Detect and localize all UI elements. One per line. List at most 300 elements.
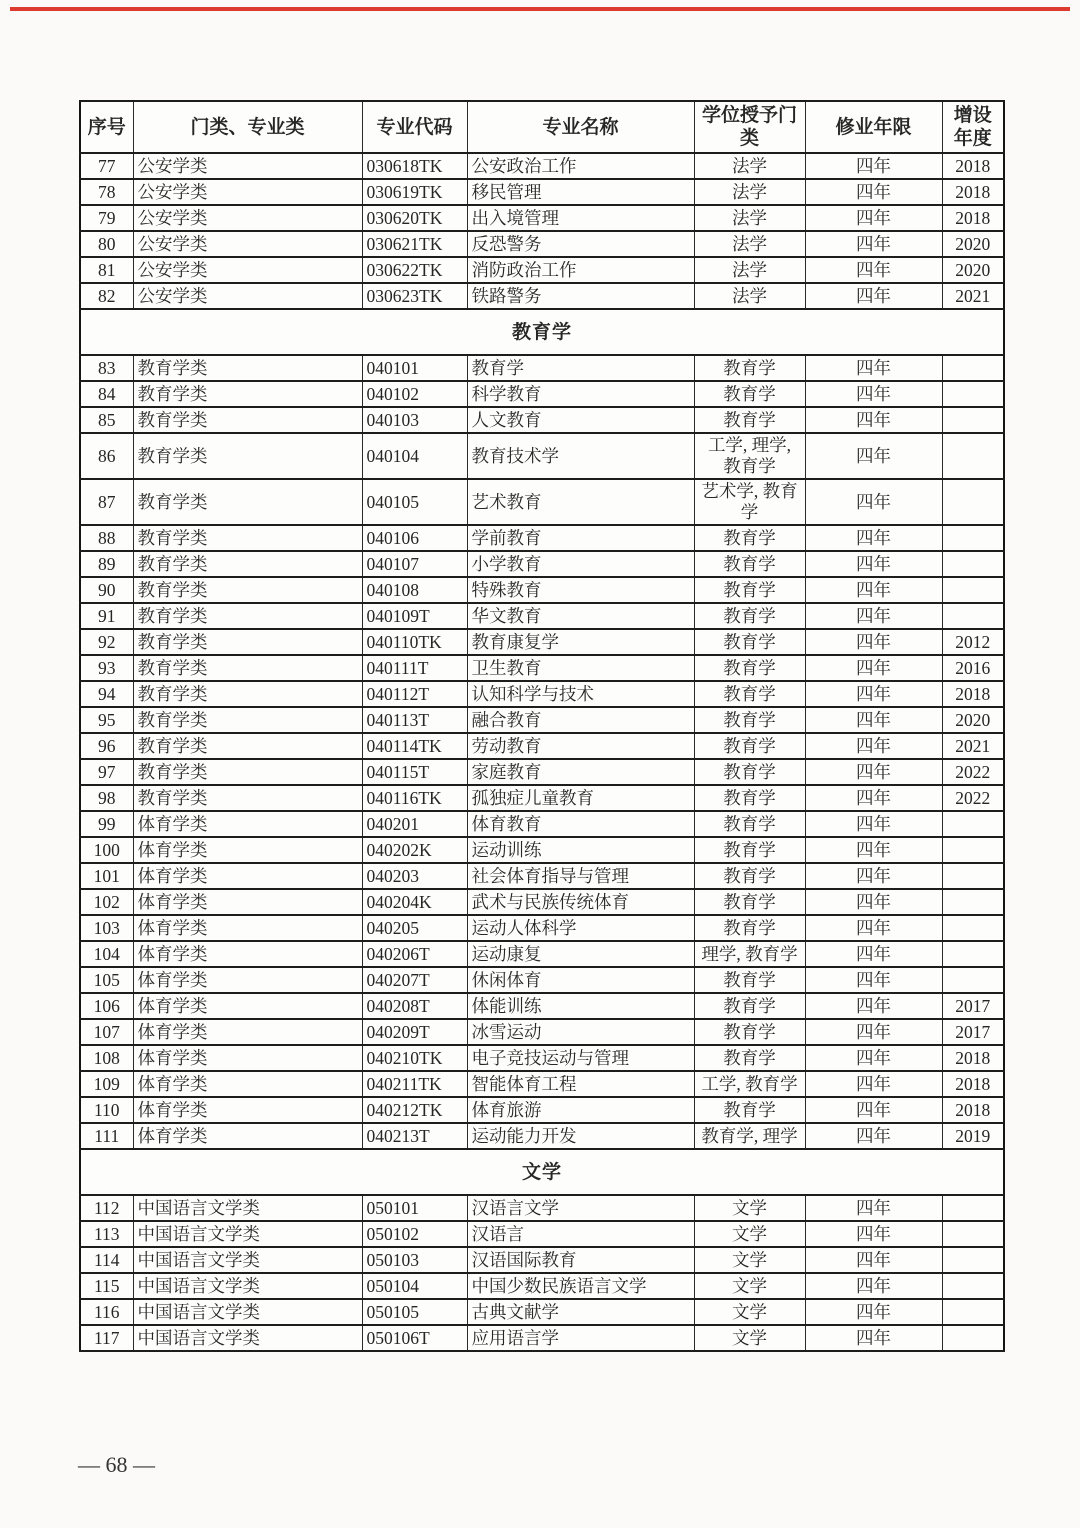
cell-years: 四年 [805,603,942,629]
cell-degree: 法学 [694,179,805,205]
cell-degree: 文学 [694,1195,805,1221]
cell-category: 教育学类 [133,381,362,407]
cell-year_added [942,355,1004,381]
cell-no: 113 [80,1221,133,1247]
cell-code: 040105 [362,479,467,525]
cell-no: 107 [80,1019,133,1045]
cell-code: 030620TK [362,205,467,231]
table-row [80,629,1004,655]
cell-no: 105 [80,967,133,993]
cell-name: 反恐警务 [467,231,694,257]
cell-degree: 教育学 [694,863,805,889]
cell-code: 040211TK [362,1071,467,1097]
cell-no: 110 [80,1097,133,1123]
cell-years: 四年 [805,967,942,993]
table-row [80,655,1004,681]
cell-code: 040213T [362,1123,467,1149]
cell-year_added: 2019 [942,1123,1004,1149]
table-row [80,707,1004,733]
cell-year_added: 2020 [942,257,1004,283]
cell-no: 92 [80,629,133,655]
cell-no: 89 [80,551,133,577]
cell-year_added [942,603,1004,629]
cell-category: 教育学类 [133,707,362,733]
cell-name: 消防政治工作 [467,257,694,283]
cell-years: 四年 [805,525,942,551]
table-row [80,1097,1004,1123]
cell-no: 109 [80,1071,133,1097]
cell-degree: 法学 [694,257,805,283]
cell-year_added: 2018 [942,1097,1004,1123]
cell-code: 050104 [362,1273,467,1299]
cell-category: 体育学类 [133,1071,362,1097]
cell-no: 114 [80,1247,133,1273]
cell-years: 四年 [805,811,942,837]
cell-year_added: 2021 [942,733,1004,759]
cell-category: 体育学类 [133,837,362,863]
cell-degree: 教育学 [694,629,805,655]
cell-years: 四年 [805,759,942,785]
cell-year_added [942,1195,1004,1221]
cell-degree: 工学, 教育学 [694,1071,805,1097]
table-row [80,179,1004,205]
col-header-category: 门类、专业类 [133,101,362,153]
table-row [80,603,1004,629]
cell-no: 117 [80,1325,133,1351]
table-row [80,811,1004,837]
cell-years: 四年 [805,941,942,967]
table-row [80,205,1004,231]
cell-name: 电子竞技运动与管理 [467,1045,694,1071]
cell-name: 移民管理 [467,179,694,205]
table-row [80,863,1004,889]
cell-years: 四年 [805,733,942,759]
cell-category: 体育学类 [133,1019,362,1045]
table-row [80,967,1004,993]
cell-no: 88 [80,525,133,551]
cell-code: 050102 [362,1221,467,1247]
cell-category: 中国语言文学类 [133,1247,362,1273]
cell-year_added: 2018 [942,205,1004,231]
majors-table [79,100,1005,1352]
cell-no: 116 [80,1299,133,1325]
cell-years: 四年 [805,993,942,1019]
cell-year_added: 2020 [942,231,1004,257]
cell-category: 中国语言文学类 [133,1221,362,1247]
cell-category: 教育学类 [133,479,362,525]
table-row [80,153,1004,179]
cell-degree: 教育学 [694,381,805,407]
cell-category: 体育学类 [133,967,362,993]
cell-name: 古典文献学 [467,1299,694,1325]
cell-code: 050101 [362,1195,467,1221]
cell-degree: 教育学 [694,733,805,759]
cell-no: 87 [80,479,133,525]
cell-category: 体育学类 [133,941,362,967]
section-row [80,1149,1004,1195]
cell-year_added [942,407,1004,433]
cell-year_added: 2020 [942,707,1004,733]
cell-name: 体能训练 [467,993,694,1019]
cell-code: 040111T [362,655,467,681]
cell-degree: 教育学 [694,407,805,433]
cell-category: 公安学类 [133,283,362,309]
cell-name: 冰雪运动 [467,1019,694,1045]
cell-name: 融合教育 [467,707,694,733]
cell-category: 教育学类 [133,733,362,759]
cell-degree: 文学 [694,1221,805,1247]
cell-year_added: 2018 [942,681,1004,707]
cell-category: 教育学类 [133,577,362,603]
cell-no: 90 [80,577,133,603]
cell-code: 040104 [362,433,467,479]
cell-years: 四年 [805,1071,942,1097]
cell-code: 040204K [362,889,467,915]
cell-degree: 教育学 [694,525,805,551]
cell-year_added [942,479,1004,525]
table-row [80,479,1004,525]
col-header-year-added: 增设年度 [942,101,1004,153]
cell-no: 101 [80,863,133,889]
cell-years: 四年 [805,551,942,577]
section-title: 教育学 [80,309,1004,355]
cell-years: 四年 [805,1195,942,1221]
cell-name: 运动能力开发 [467,1123,694,1149]
table-row [80,733,1004,759]
cell-no: 78 [80,179,133,205]
cell-code: 040202K [362,837,467,863]
cell-name: 运动训练 [467,837,694,863]
cell-no: 83 [80,355,133,381]
section-row [80,309,1004,355]
cell-degree: 教育学 [694,577,805,603]
cell-years: 四年 [805,863,942,889]
cell-degree: 文学 [694,1273,805,1299]
cell-degree: 教育学, 理学 [694,1123,805,1149]
table-header-row [80,101,1004,153]
cell-code: 040206T [362,941,467,967]
cell-degree: 教育学 [694,785,805,811]
cell-name: 家庭教育 [467,759,694,785]
cell-no: 97 [80,759,133,785]
table-row [80,1273,1004,1299]
cell-years: 四年 [805,1247,942,1273]
cell-name: 汉语国际教育 [467,1247,694,1273]
cell-category: 中国语言文学类 [133,1325,362,1351]
table-row [80,257,1004,283]
cell-no: 102 [80,889,133,915]
cell-no: 112 [80,1195,133,1221]
cell-degree: 文学 [694,1299,805,1325]
cell-year_added: 2016 [942,655,1004,681]
cell-degree: 教育学 [694,707,805,733]
cell-years: 四年 [805,629,942,655]
table-row [80,381,1004,407]
cell-name: 教育学 [467,355,694,381]
cell-degree: 法学 [694,153,805,179]
table-row [80,577,1004,603]
cell-code: 030619TK [362,179,467,205]
cell-name: 体育教育 [467,811,694,837]
cell-category: 体育学类 [133,1097,362,1123]
col-header-name: 专业名称 [467,101,694,153]
cell-name: 智能体育工程 [467,1071,694,1097]
cell-degree: 法学 [694,205,805,231]
cell-category: 教育学类 [133,551,362,577]
table-row [80,1221,1004,1247]
cell-degree: 教育学 [694,1019,805,1045]
cell-years: 四年 [805,1019,942,1045]
cell-years: 四年 [805,433,942,479]
cell-degree: 教育学 [694,551,805,577]
table-row [80,1071,1004,1097]
cell-category: 教育学类 [133,681,362,707]
cell-degree: 法学 [694,231,805,257]
table-row [80,433,1004,479]
cell-name: 孤独症儿童教育 [467,785,694,811]
cell-name: 休闲体育 [467,967,694,993]
cell-code: 040203 [362,863,467,889]
cell-years: 四年 [805,283,942,309]
table-row [80,1299,1004,1325]
cell-code: 040103 [362,407,467,433]
cell-name: 汉语言 [467,1221,694,1247]
cell-category: 中国语言文学类 [133,1299,362,1325]
cell-no: 79 [80,205,133,231]
table-row [80,525,1004,551]
cell-category: 体育学类 [133,915,362,941]
cell-no: 103 [80,915,133,941]
cell-code: 050105 [362,1299,467,1325]
cell-year_added [942,863,1004,889]
cell-code: 050106T [362,1325,467,1351]
cell-year_added [942,837,1004,863]
cell-year_added [942,1247,1004,1273]
cell-no: 84 [80,381,133,407]
cell-code: 040212TK [362,1097,467,1123]
cell-name: 汉语言文学 [467,1195,694,1221]
table-row [80,1019,1004,1045]
cell-years: 四年 [805,655,942,681]
cell-name: 卫生教育 [467,655,694,681]
col-header-duration: 修业年限 [805,101,942,153]
cell-year_added [942,525,1004,551]
cell-degree: 教育学 [694,993,805,1019]
cell-years: 四年 [805,785,942,811]
cell-year_added [942,577,1004,603]
cell-category: 教育学类 [133,785,362,811]
cell-no: 85 [80,407,133,433]
cell-degree: 教育学 [694,837,805,863]
cell-name: 运动人体科学 [467,915,694,941]
cell-years: 四年 [805,1273,942,1299]
cell-years: 四年 [805,1097,942,1123]
table-row [80,759,1004,785]
table-row [80,785,1004,811]
table-row [80,993,1004,1019]
cell-code: 030621TK [362,231,467,257]
table-row [80,283,1004,309]
cell-name: 华文教育 [467,603,694,629]
cell-years: 四年 [805,681,942,707]
cell-name: 艺术教育 [467,479,694,525]
cell-years: 四年 [805,479,942,525]
cell-years: 四年 [805,231,942,257]
cell-years: 四年 [805,577,942,603]
table-row [80,681,1004,707]
cell-year_added: 2022 [942,759,1004,785]
cell-name: 特殊教育 [467,577,694,603]
cell-category: 教育学类 [133,655,362,681]
cell-no: 86 [80,433,133,479]
cell-code: 040112T [362,681,467,707]
cell-year_added [942,433,1004,479]
cell-years: 四年 [805,179,942,205]
cell-year_added [942,889,1004,915]
cell-name: 体育旅游 [467,1097,694,1123]
cell-name: 教育技术学 [467,433,694,479]
cell-year_added [942,381,1004,407]
cell-degree: 法学 [694,283,805,309]
cell-code: 040114TK [362,733,467,759]
cell-name: 运动康复 [467,941,694,967]
cell-category: 体育学类 [133,889,362,915]
cell-code: 040205 [362,915,467,941]
cell-degree: 艺术学, 教育学 [694,479,805,525]
cell-name: 社会体育指导与管理 [467,863,694,889]
page-number: — 68 — [78,1452,155,1477]
cell-year_added: 2021 [942,283,1004,309]
cell-code: 040208T [362,993,467,1019]
cell-no: 104 [80,941,133,967]
col-header-index: 序号 [80,101,133,153]
cell-code: 040109T [362,603,467,629]
cell-category: 教育学类 [133,759,362,785]
cell-category: 教育学类 [133,629,362,655]
cell-name: 认知科学与技术 [467,681,694,707]
cell-name: 出入境管理 [467,205,694,231]
cell-year_added [942,941,1004,967]
cell-category: 体育学类 [133,863,362,889]
cell-years: 四年 [805,381,942,407]
cell-degree: 教育学 [694,603,805,629]
cell-year_added [942,1299,1004,1325]
table-row [80,1045,1004,1071]
cell-year_added [942,1273,1004,1299]
cell-code: 040106 [362,525,467,551]
cell-code: 040207T [362,967,467,993]
cell-code: 040113T [362,707,467,733]
table-row [80,915,1004,941]
cell-code: 030618TK [362,153,467,179]
cell-category: 体育学类 [133,993,362,1019]
cell-code: 050103 [362,1247,467,1273]
cell-name: 小学教育 [467,551,694,577]
cell-year_added: 2018 [942,1045,1004,1071]
table-row [80,551,1004,577]
cell-category: 教育学类 [133,603,362,629]
cell-category: 公安学类 [133,231,362,257]
cell-code: 030623TK [362,283,467,309]
cell-year_added: 2022 [942,785,1004,811]
table-row [80,941,1004,967]
cell-category: 体育学类 [133,1123,362,1149]
cell-name: 人文教育 [467,407,694,433]
cell-degree: 理学, 教育学 [694,941,805,967]
cell-no: 99 [80,811,133,837]
cell-category: 公安学类 [133,153,362,179]
cell-years: 四年 [805,837,942,863]
cell-category: 教育学类 [133,355,362,381]
cell-years: 四年 [805,707,942,733]
cell-year_added [942,811,1004,837]
cell-no: 93 [80,655,133,681]
cell-years: 四年 [805,1221,942,1247]
cell-degree: 教育学 [694,759,805,785]
cell-code: 040107 [362,551,467,577]
cell-name: 中国少数民族语言文学 [467,1273,694,1299]
cell-years: 四年 [805,257,942,283]
cell-category: 公安学类 [133,179,362,205]
cell-years: 四年 [805,1045,942,1071]
cell-year_added: 2018 [942,153,1004,179]
cell-code: 030622TK [362,257,467,283]
cell-years: 四年 [805,407,942,433]
cell-code: 040108 [362,577,467,603]
cell-year_added: 2017 [942,993,1004,1019]
cell-year_added [942,967,1004,993]
cell-years: 四年 [805,205,942,231]
cell-code: 040210TK [362,1045,467,1071]
table-row [80,231,1004,257]
cell-name: 武术与民族传统体育 [467,889,694,915]
cell-degree: 教育学 [694,1097,805,1123]
cell-no: 106 [80,993,133,1019]
table-row [80,1195,1004,1221]
cell-name: 教育康复学 [467,629,694,655]
cell-no: 82 [80,283,133,309]
cell-no: 81 [80,257,133,283]
cell-years: 四年 [805,1123,942,1149]
cell-name: 应用语言学 [467,1325,694,1351]
cell-category: 中国语言文学类 [133,1273,362,1299]
table-row [80,1247,1004,1273]
cell-year_added [942,551,1004,577]
table-row [80,407,1004,433]
cell-years: 四年 [805,1299,942,1325]
cell-degree: 教育学 [694,915,805,941]
cell-name: 公安政治工作 [467,153,694,179]
cell-years: 四年 [805,153,942,179]
cell-no: 108 [80,1045,133,1071]
cell-year_added: 2018 [942,179,1004,205]
cell-no: 111 [80,1123,133,1149]
cell-no: 80 [80,231,133,257]
cell-degree: 教育学 [694,681,805,707]
table-row [80,355,1004,381]
cell-year_added: 2012 [942,629,1004,655]
cell-code: 040102 [362,381,467,407]
cell-degree: 教育学 [694,1045,805,1071]
table-row [80,1325,1004,1351]
cell-degree: 教育学 [694,811,805,837]
cell-no: 115 [80,1273,133,1299]
cell-degree: 工学, 理学, 教育学 [694,433,805,479]
col-header-code: 专业代码 [362,101,467,153]
cell-category: 教育学类 [133,407,362,433]
cell-category: 公安学类 [133,205,362,231]
cell-name: 科学教育 [467,381,694,407]
